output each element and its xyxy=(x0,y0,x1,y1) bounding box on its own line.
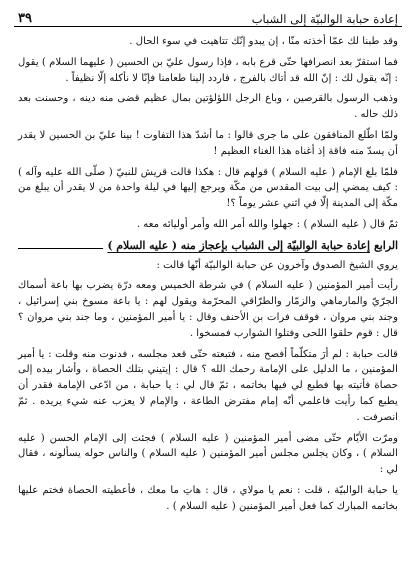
paragraph: رأيت أمير المؤمنين ( عليه السلام ) في شرطة الخميس ومعه درّة يضرب بها باعة أسماك الجرّيّ والمارماهي والزمّار والطرّاقي المحرّمة ويقول لهم : يا باعة مسوخ بني إسرائيل ، وجند بني مروان ، فوقف فرات بن الأحنف وقال : يا أمير المؤمنين ، وما جند بني مروان ؟ قال : قوم حلقوا اللحى وفتلوا الشوارب فمسخوا . xyxy=(18,280,398,339)
heading-rule xyxy=(18,248,103,249)
paragraph: يا حبابة الوالبيّة ، قلت : نعم يا مولاي ، قال : هاتِ ما معك ، فأعطيته الحصاة فختم عليها بخاتمه المبارك كما فعل أمير المؤمنين ( عليه السلام ) . xyxy=(18,484,398,512)
paragraph: ومرّت الأيّام حتّى مضى أمير المؤمنين ( عليه السلام ) فجئت إلى الإمام الحسن ( عليه السلام ) ، وكان يجلس مجلس أمير المؤمنين ( عليه السلام ) والناس حوله يسألونه ، فقال لي : xyxy=(18,432,398,476)
page-body xyxy=(18,34,398,578)
section-heading xyxy=(18,238,398,254)
paragraph: فما استقرّ بعد انصرافها حتّى قرع بابه ، فإذا رسول عليّ بن الحسين ( عليهما السلام ) يقول : إنّه يقول لك : إنّ الله قد أتاك بالفرج ، فاردد إلينا طعامنا فإنّا لا نأكله إلّا نظيفاً . xyxy=(18,56,398,84)
paragraph: ولمّا اطّلع المنافقون على ما جرى قالوا : ما أشدّ هذا التفاوت ! بينا عليّ بن الحسين لا يقدر أن يسدّ منه فاقة إذ أغناه هذا الغناء العظيم ! xyxy=(18,129,398,157)
section-title: إعادة حبابة الوالبيّة إلى الشباب بإعجاز منه ( عليه السلام ) xyxy=(107,238,370,252)
paragraph: قالت حبابة : لم أرَ متكلّماً أفصح منه ، فتبعته حتّى قعد مجلسه ، فدنوت منه وقلت : يا أمير المؤمنين ، ما الدليل على الإمامة رحمك الله ؟ قال : إيتيني بتلك الحصاة ، وأشار بيده إلى حصاة فأتيته بها فطبع لي فيها بخاتمه ، ثمّ قال لي : يا حبابة ، من ادّعى الإمامة فقدر أن يطبع كما رأيت فاعلمي أنّه إمام مفترض الطاعة ، والإمام لا يعزب عنه شيء يريده . ثمّ انصرفت . xyxy=(18,348,398,423)
paragraph: وقد طبنا لك عمّا أخذته منّا ، إن يبدو إنّك تتاهيت في سوء الحال . xyxy=(129,36,398,47)
paragraph: ثمّ قال ( عليه السلام ) : جهلوا والله أمر الله وأمر أوليائه معه . xyxy=(136,218,398,230)
running-header xyxy=(18,6,398,26)
paragraph: فلمّا بلغ الإمام ( عليه السلام ) قولهم قال : هكذا قالت قريش للنبيّ ( صلّى الله عليه وآله ) : كيف يمضي إلى بيت المقدس من مكّة ويرجع إليها في ليلة واحدة من لا يقدر أن يبلغ من مكّة إلى المدينة إلّا في اثني عشر يوماً ؟! xyxy=(18,166,398,210)
header-title: إعادة حبابة الوالبيّة إلى الشباب xyxy=(251,12,398,26)
header-rule xyxy=(14,26,402,27)
paragraph: يروي الشيخ الصدوق وآخرون عن حبابة الوالبيّة أنّها قالت : xyxy=(156,259,398,271)
paragraph: وذهب الرسول بالقرصين ، وباع الرجل اللؤلؤتين بمال عظيم قضى منه دينه ، وحسنت بعد ذلك حاله . xyxy=(18,93,398,121)
page-number: ٣٩ xyxy=(18,11,32,26)
section-number: الرابع xyxy=(374,238,398,252)
